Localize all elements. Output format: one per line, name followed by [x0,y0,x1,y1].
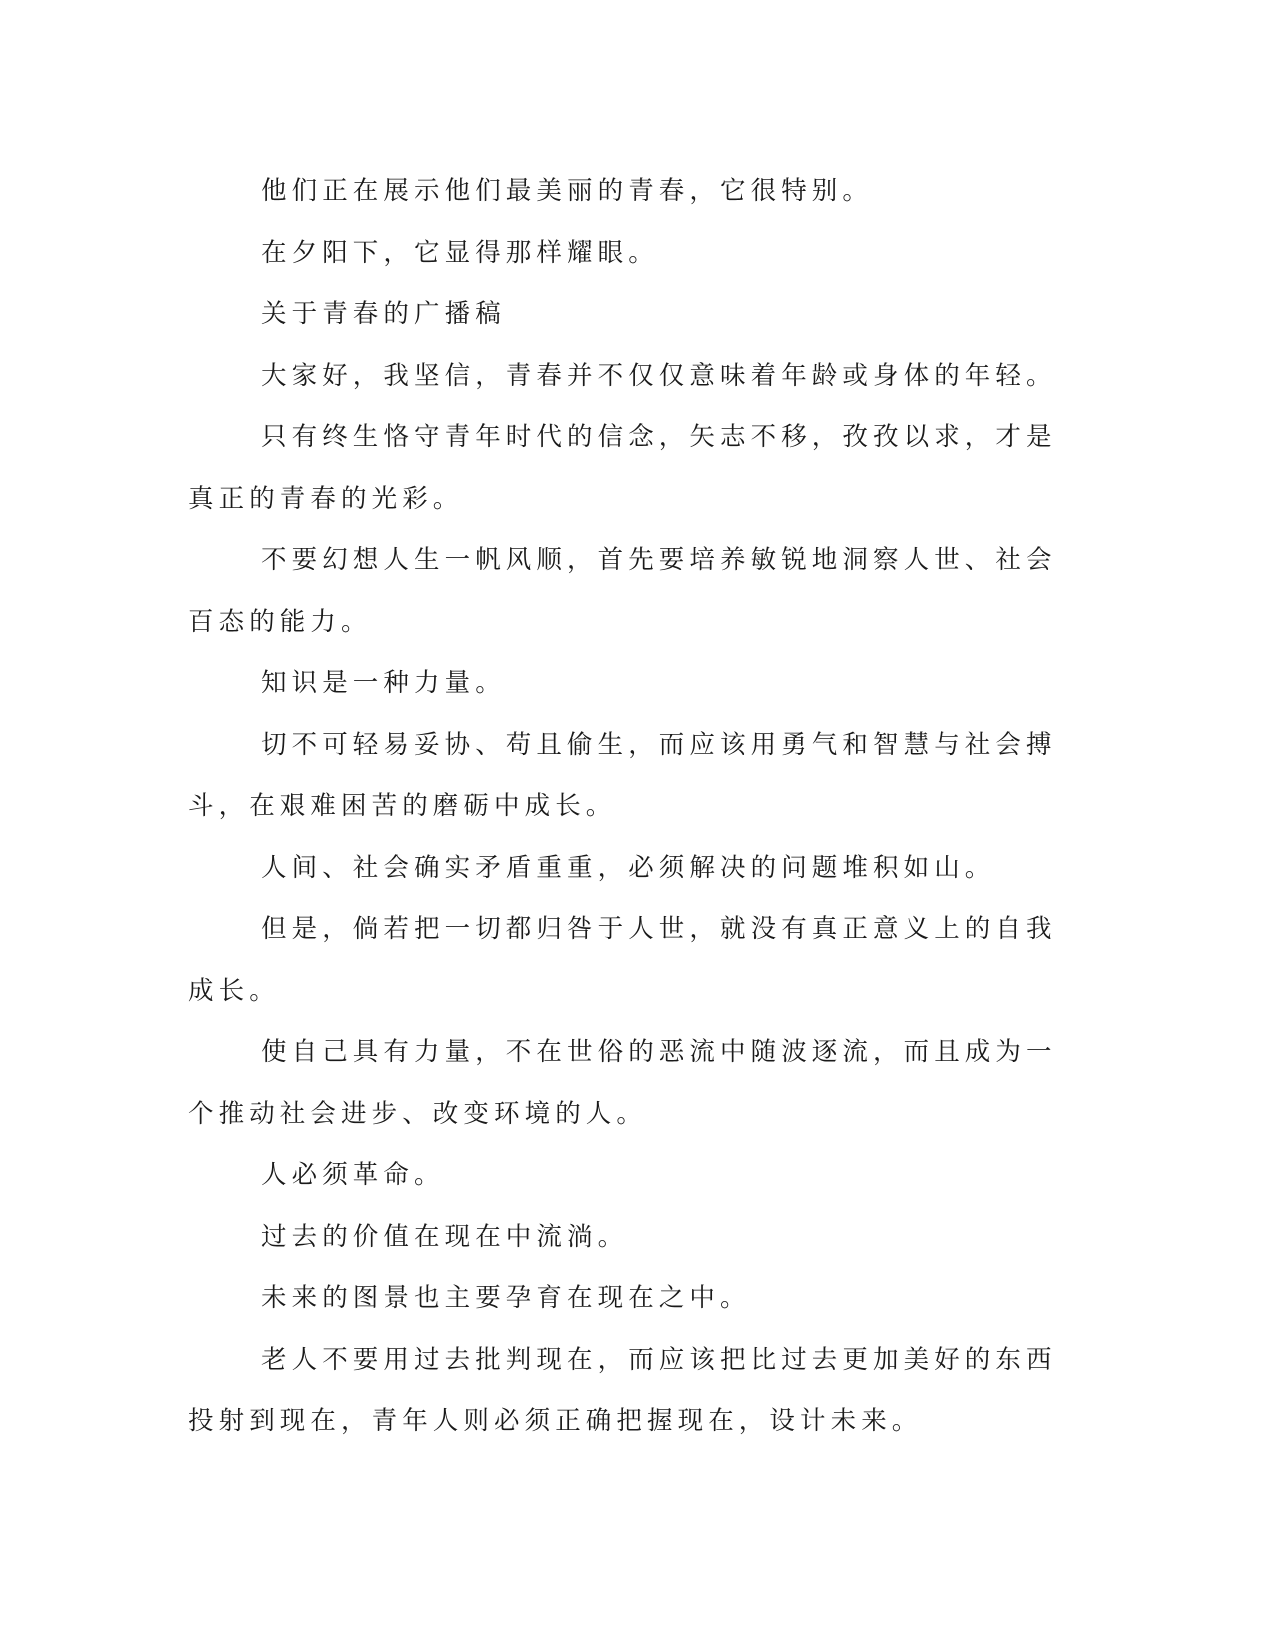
paragraph-4: 大家好，我坚信，青春并不仅仅意味着年龄或身体的年轻。 [261,360,1057,391]
paragraph-10: 但是，倘若把一切都归咎于人世，就没有真正意义上的自我成长。 [188,914,1057,1006]
paragraph-11: 使自己具有力量，不在世俗的恶流中随波逐流，而且成为一个推动社会进步、改变环境的人。 [188,1037,1057,1129]
paragraph-5: 只有终生恪守青年时代的信念，矢志不移，孜孜以求，才是真正的青春的光彩。 [188,422,1057,514]
paragraph-8: 切不可轻易妥协、苟且偷生，而应该用勇气和智慧与社会搏斗，在艰难困苦的磨砺中成长。 [188,729,1057,821]
paragraph-2: 在夕阳下，它显得那样耀眼。 [261,237,659,268]
paragraph-14: 未来的图景也主要孕育在现在之中。 [261,1283,751,1313]
paragraph-1: 他们正在展示他们最美丽的青春，它很特别。 [261,176,874,206]
paragraph-6: 不要幻想人生一帆风顺，首先要培养敏锐地洞察人世、社会百态的能力。 [188,545,1057,637]
paragraph-13: 过去的价值在现在中流淌。 [261,1221,629,1252]
paragraph-15: 老人不要用过去批判现在，而应该把比过去更加美好的东西投射到现在，青年人则必须正确把握现在，设计未来。 [188,1344,1057,1436]
document-body [188,161,1068,1453]
paragraph-7: 知识是一种力量。 [261,668,506,698]
paragraph-9: 人间、社会确实矛盾重重，必须解决的问题堆积如山。 [261,852,996,883]
paragraph-12: 人必须革命。 [261,1160,445,1190]
section-title: 关于青春的广播稿 [261,299,506,329]
